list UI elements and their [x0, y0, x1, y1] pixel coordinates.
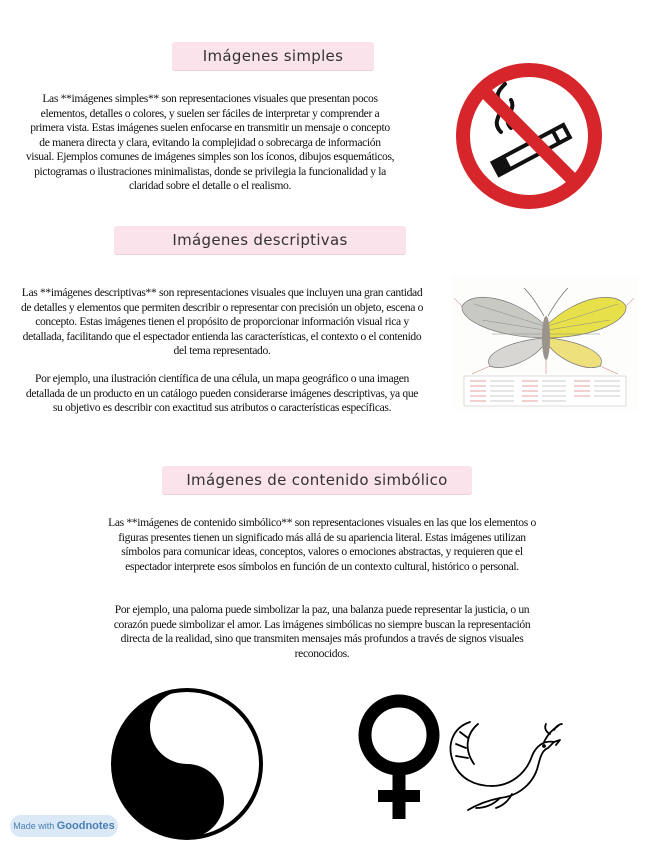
paragraph-descriptive-images-1: Las **imágenes descriptivas** son representaciones visuales que incluyen una gran cantidad de detalles y elementos que permiten describir o representar con precisión un objeto, escena o concepto. Estas imágenes tienen el propósito de proporcionar información visual rica y detallada, facilitando que el espectador entienda las características, el contexto o el contenido del tema representado.: [20, 286, 424, 357]
watermark-brand: Goodnotes: [56, 820, 115, 832]
watermark-prefix: Made with: [13, 821, 55, 831]
no-smoking-icon: [455, 62, 603, 210]
paragraph-descriptive-images-2: Por ejemplo, una ilustración científica de una célula, un mapa geográfico o una imagen detallada de un producto en un catálogo pueden considerarse imágenes descriptivas, ya que su objetivo es describir con exactitud sus atributos o características específicas.: [25, 372, 419, 414]
paragraph-symbolic-images-2: Por ejemplo, una paloma puede simbolizar la paz, una balanza puede representar la justicia, o un corazón puede simbolizar el amor. Las imágenes simbólicas no siempre buscan la representación directa de la realidad, sino que transmiten mensajes más profundos a través de signos visuales reconocidos.: [113, 603, 531, 660]
paragraph-symbolic-images-1: Las **imágenes de contenido simbólico** son representaciones visuales en las que los elementos o figuras presentes tienen un significado más allá de su apariencia literal. Estas imágenes utilizan símbolos para comunicar ideas, conceptos, valores o emociones abstractas, y requieren que el espectador interprete esos símbolos en función de un contexto cultural, histórico o personal.: [108, 516, 536, 573]
moth-anatomy-illustration: [452, 276, 638, 410]
heading-simple-images: Imágenes simples: [172, 42, 374, 70]
paragraph-simple-images: Las **imágenes simples** son representaciones visuales que presentan pocos elementos, detalles o colores, y suelen ser fáciles de interpretar y comprender a primera vista. Estas imágenes suelen enfocarse en transmitir un mensaje o concepto de manera directa y clara, evitando la complejidad o sobrecarga de información visual. Ejemplos comunes de imágenes simples son los íconos, dibujos esquemáticos, pictogramas o ilustraciones minimalistas, donde se privilegia la funcionalidad y la claridad sobre el detalle o el realismo.: [25, 92, 395, 192]
goodnotes-watermark: [10, 815, 118, 837]
yin-yang-icon: [110, 687, 264, 841]
heading-descriptive-images: Imágenes descriptivas: [114, 226, 406, 254]
venus-symbol-icon: [354, 693, 444, 821]
heading-symbolic-images: Imágenes de contenido simbólico: [162, 466, 472, 494]
dove-of-peace-icon: [440, 712, 564, 812]
